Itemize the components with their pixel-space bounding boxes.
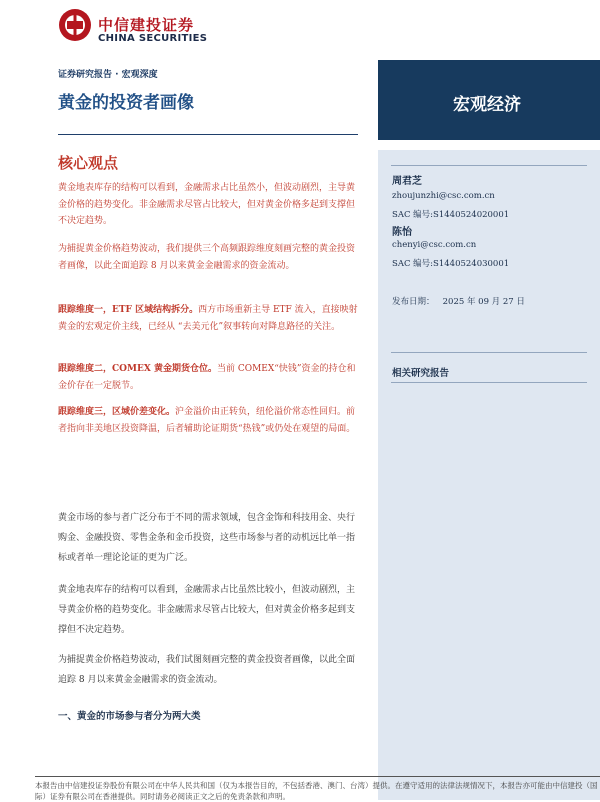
dimension-2-body: 当前 COMEX“快钱”资金的持仓和金价存在一定脱节。 (58, 364, 356, 391)
company-logo (58, 8, 223, 48)
analyst-2-email[interactable]: chenyi@csc.com.cn (392, 240, 477, 250)
publish-date-value: 2025 年 09 月 27 日 (442, 297, 525, 307)
analyst-1-sac: SAC 编号:S1440524020001 (392, 210, 510, 220)
body-paragraph-2: 黄金地表库存的结构可以看到，金融需求占比虽然比较小，但波动剧烈，主导黄金价格的趋势变化。非金融需求尽管占比较大，但对黄金价格多起到支撑但不决定趋势。 (58, 585, 356, 635)
core-paragraph-1: 黄金地表库存的结构可以看到，金融需求占比虽然小，但波动剧烈，主导黄金价格的趋势变化。非金融需求尽管占比较大，但对黄金价格多起到支撑但不决定趋势。 (58, 183, 356, 226)
dimension-1-body: 西方市场重新主导 ETF 流入，直接映射黄金的宏观定价主线，已经从 “去美元化”叙事转向对降息路径的关注。 (58, 305, 358, 332)
section-1-heading: 一、黄金的市场参与者分为两大类 (58, 711, 201, 722)
dimension-2-heading: 跟踪维度二，COMEX 黄金期货仓位。 (58, 364, 217, 374)
publish-date (392, 295, 525, 307)
body-paragraph-1: 黄金市场的参与者广泛分布于不同的需求领域，包含金饰和科技用金、央行购金、金融投资、零售金条和金币投资，这些市场参与者的动机远比单一指标或者单一理论论证的更为广泛。 (58, 513, 356, 563)
core-views-title: 核心观点 (58, 154, 119, 172)
analyst-sidebar (378, 150, 600, 800)
analyst-2-sac: SAC 编号:S1440524030001 (392, 259, 510, 269)
core-paragraph-2: 为捕捉黄金价格趋势波动，我们提供三个高频跟踪维度刻画完整的黄金投资者画像，以此全面追踪 8 月以来黄金金融需求的资金流动。 (58, 244, 356, 271)
brand-name-cn: 中信建投证券 (98, 16, 195, 34)
footer-divider (35, 776, 600, 777)
dimension-3-body: 沪金溢价由正转负，纽伦溢价常态性回归。前者指向非美地区投资降温，后者辅助论证期货“热钱”或仍处在观望的局面。 (58, 407, 356, 434)
publish-date-label: 发布日期： (392, 297, 435, 307)
dimension-3-heading: 跟踪维度三，区域价差变化。 (58, 407, 176, 417)
brand-name-en: CHINA SECURITIES (98, 33, 208, 44)
header-divider (58, 134, 358, 135)
report-title: 黄金的投资者画像 (58, 93, 194, 113)
report-type: 证券研究报告 · 宏观深度 (58, 70, 158, 80)
dimension-2 (58, 361, 358, 394)
category-banner (378, 60, 600, 140)
footer-disclaimer: 本报告由中信建投证券股份有限公司在中华人民共和国（仅为本报告目的，不包括香港、澳门、台湾）提供。在遵守适用的法律法规情况下，本报告亦可能由中信建投（国际）证券有限公司在香港提供。同时请务必阅读正文之后的免责条款和声明。 (35, 781, 598, 801)
logo-emblem-icon (58, 8, 92, 42)
body-paragraph-3: 为捕捉黄金价格趋势波动，我们试图刻画完整的黄金投资者画像，以此全面追踪 8 月以来黄金金融需求的资金流动。 (58, 655, 356, 685)
sidebar-divider (391, 382, 587, 383)
sidebar-divider (391, 352, 587, 353)
sidebar-divider (391, 165, 587, 166)
category-label: 宏观经济 (453, 95, 521, 115)
analyst-1-name: 周君芝 (392, 176, 422, 187)
related-reports-title: 相关研究报告 (392, 368, 450, 379)
analyst-1-email[interactable]: zhoujunzhi@csc.com.cn (392, 191, 495, 201)
dimension-1 (58, 302, 358, 335)
analyst-2-name: 陈怡 (392, 227, 412, 238)
dimension-1-heading: 跟踪维度一，ETF 区域结构拆分。 (58, 305, 199, 315)
dimension-3 (58, 404, 358, 437)
